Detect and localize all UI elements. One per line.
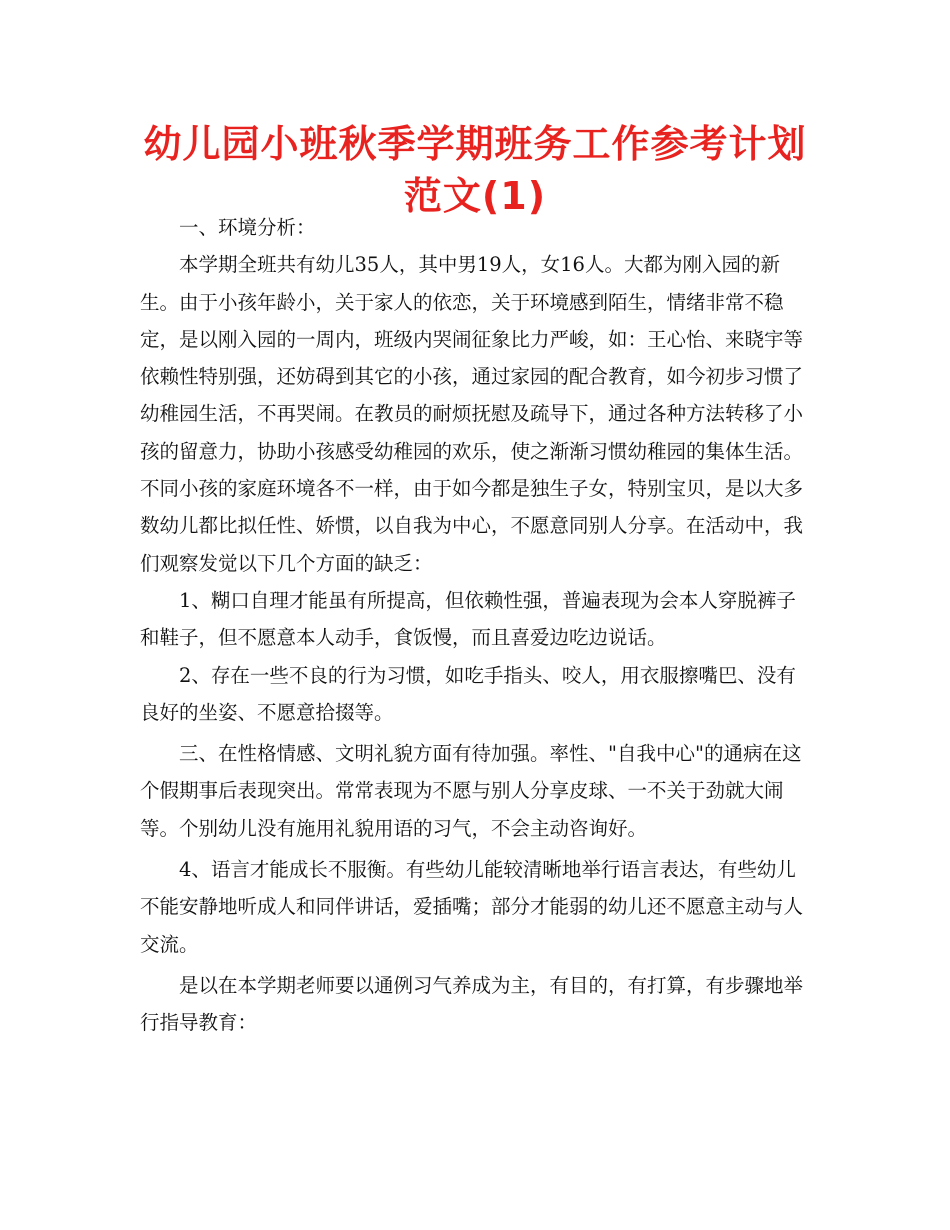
document-body <box>140 209 812 1042</box>
paragraph-character-manners: 三、在性格情感、文明礼貌方面有待加强。率性、"自我中心"的通病在这个假期事后表现突出。常常表现为不愿与别人分享皮球、一不关于劲就大闹等。个别幼儿没有施用礼貌用语的习气，不会主动咨询好。 <box>140 742 802 840</box>
paragraph-behavior-habits: 2、存在一些不良的行为习惯，如吃手指头、咬人，用衣服擦嘴巴、没有良好的坐姿、不愿意拾掇等。 <box>140 663 796 724</box>
paragraph-semester-focus: 是以在本学期老师要以通例习气养成为主，有目的，有打算，有步骤地举行指导教育： <box>140 973 804 1035</box>
paragraph-language-ability: 4、语言才能成长不服衡。有些幼儿能较清晰地举行语言表达，有些幼儿不能安静地听成人和同伴讲话，爱插嘴；部分才能弱的幼儿还不愿意主动与人交流。 <box>140 858 804 956</box>
paragraph-self-care: 1、糊口自理才能虽有所提高，但依赖性强，普遍表现为会本人穿脱裤子和鞋子，但不愿意本人动手，食饭慢，而且喜爱边吃边说话。 <box>140 588 796 650</box>
section-heading-environment: 一、环境分析： <box>179 216 316 239</box>
paragraph-class-overview: 本学期全班共有幼儿35人，其中男19人，女16人。大都为刚入园的新生。由于小孩年龄小，关于家人的依恋，关于环境感到陌生，情绪非常不稳定，是以刚入园的一周内，班级内哭闹征象比力严峻，如：王心怡、来晓宇等依赖性特别强，还妨碍到其它的小孩，通过家园的配合教育，如今初步习惯了幼稚园生活，不再哭闹。在教员的耐烦抚慰及疏导下，通过各种方法转移了小孩的留意力，协助小孩感受幼稚园的欢乐，使之渐渐习惯幼稚园的集体生活。不同小孩的家庭环境各不一样，由于如今都是独生子女，特别宝贝，是以大多数幼儿都比拟任性、娇惯，以自我为中心，不愿意同别人分享。在活动中，我们观察发觉以下几个方面的缺乏： <box>140 253 804 575</box>
document-title: 幼儿园小班秋季学期班务工作参考计划范文(1) <box>143 122 807 218</box>
